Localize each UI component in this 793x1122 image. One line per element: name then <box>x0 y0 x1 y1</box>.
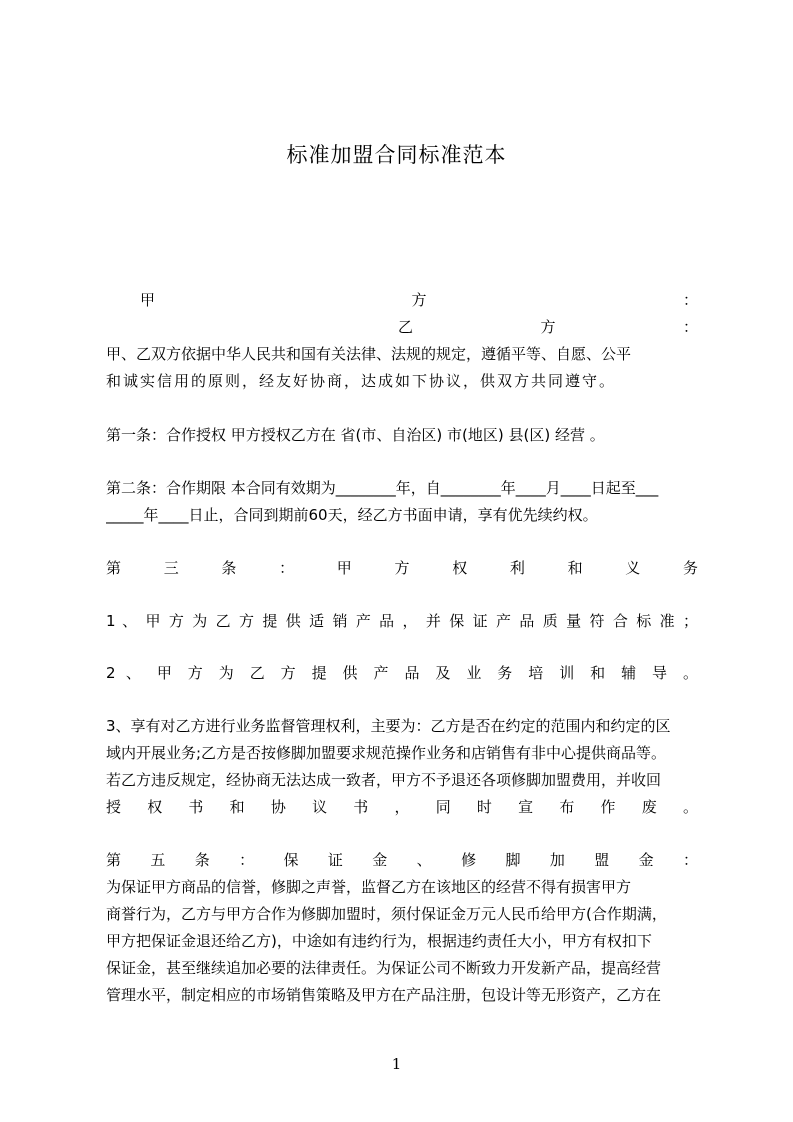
document-title: 标准加盟合同标准范本 <box>286 143 507 167</box>
article-five-heading: 第 五 条 ： 保 证 金 、 修 脚 加 盟 金 ： <box>106 851 698 869</box>
party-b-line: 乙 方 ： <box>398 318 698 336</box>
article-three-item-3-line: 授 权 书 和 协 议 书 ， 同 时 宣 布 作 废 。 <box>106 798 698 816</box>
paragraph-line: 甲、乙双方依据中华人民共和国有关法律、法规的规定，遵循平等、自愿、公平 <box>106 345 632 363</box>
article-one: 第一条：合作授权 甲方授权乙方在 省(市、自治区) 市(地区) 县(区) 经营 。 <box>106 426 605 444</box>
article-five-line: 甲方把保证金退还给乙方)，中途如有违约行为，根据违约责任大小，甲方有权扣下 <box>106 932 652 950</box>
article-three-item-3-line: 若乙方违反规定，经协商无法达成一致者，甲方不予退还各项修脚加盟费用，并收回 <box>106 771 662 789</box>
article-five-line: 管理水平，制定相应的市场销售策略及甲方在产品注册，包设计等无形资产，乙方在 <box>106 986 662 1004</box>
article-three-item-2: 2 、 甲 方 为 乙 方 提 供 产 品 及 业 务 培 训 和 辅 导 。 <box>106 664 698 682</box>
paragraph-line: 和诚实信用的原则，经友好协商，达成如下协议，供双方共同遵守。 <box>106 372 617 390</box>
article-three-item-1: 1 、 甲 方 为 乙 方 提 供 适 销 产 品 ， 并 保 证 产 品 质 量 符 合 标 准 ； <box>106 612 698 630</box>
article-two-line: 第二条：合作期限 本合同有效期为________年，自________年____月____日起至___ <box>106 479 659 497</box>
article-five-line: 为保证甲方商品的信誉，修脚之声誉，监督乙方在该地区的经营不得有损害甲方 <box>106 878 632 896</box>
article-three-heading: 第 三 条 ： 甲 方 权 利 和 义 务 <box>106 559 698 577</box>
article-five-line: 商誉行为，乙方与甲方合作为修脚加盟时，须付保证金万元人民币给甲方(合作期满， <box>106 905 667 923</box>
article-five-line: 保证金，甚至继续追加必要的法律责任。为保证公司不断致力开发新产品，提高经营 <box>106 959 662 977</box>
page-number: 1 <box>391 1055 402 1073</box>
article-three-item-3-line: 域内开展业务;乙方是否按修脚加盟要求规范操作业务和店销售有非中心提供商品等。 <box>106 744 667 762</box>
article-two-line: _____年____日止，合同到期前60天，经乙方书面申请，享有优先续约权。 <box>106 506 598 524</box>
party-a-line: 甲 方 ： <box>140 291 698 309</box>
article-three-item-3-line: 3、享有对乙方进行业务监督管理权利，主要为：乙方是否在约定的范围内和约定的区 <box>106 717 671 735</box>
